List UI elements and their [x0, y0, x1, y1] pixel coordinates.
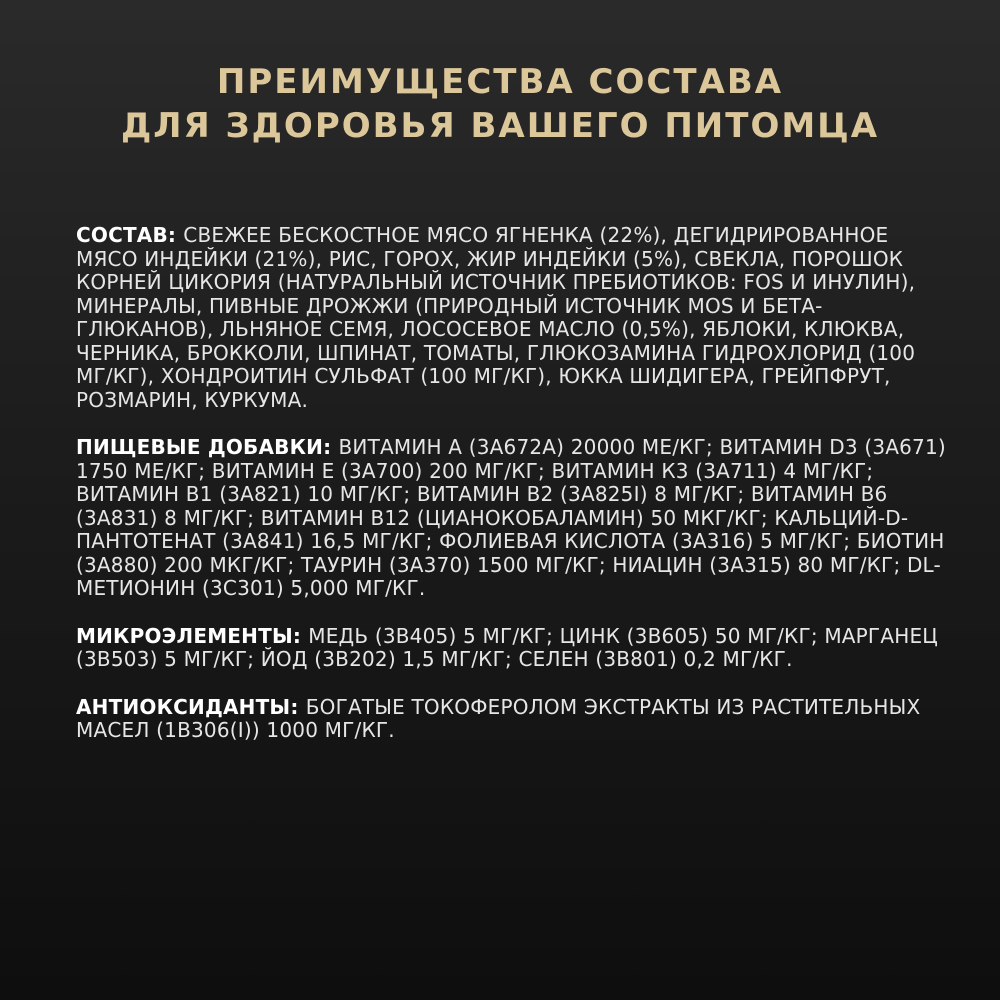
title-line-1: ПРЕИМУЩЕСТВА СОСТАВА: [216, 62, 784, 102]
section-antioxidants: [76, 696, 946, 743]
section-label-antioxidants: АНТИОКСИДАНТЫ:: [76, 694, 306, 719]
section-text-microelements: МЕДЬ (3В405) 5 МГ/КГ; ЦИНК (3В605) 50 МГ/КГ; МАРГАНЕЦ (3В503) 5 МГ/КГ; ЙОД (3В202) 1,5 МГ/КГ; СЕЛЕН (3В801) 0,2 МГ/КГ.: [76, 623, 939, 671]
section-composition: [76, 224, 946, 412]
title-line-2: ДЛЯ ЗДОРОВЬЯ ВАШЕГО ПИТОМЦА: [120, 106, 880, 146]
section-text-antioxidants: БОГАТЫЕ ТОКОФЕРОЛОМ ЭКСТРАКТЫ ИЗ РАСТИТЕЛЬНЫХ МАСЕЛ (1В306(I)) 1000 МГ/КГ.: [76, 694, 921, 742]
section-text-food-additives: ВИТАМИН А (3А672А) 20000 МЕ/КГ; ВИТАМИН D3 (3А671) 1750 МЕ/КГ; ВИТАМИН Е (3А700) 200 МГ/КГ; ВИТАМИН К3 (3А711) 4 МГ/КГ; ВИТАМИН В1 (3А821) 10 МГ/КГ; ВИТАМИН В2 (3А825I) 8 МГ/КГ; ВИТАМИН В6 (3А831) 8 МГ/КГ; ВИТАМИН В12 (ЦИАНОКОБАЛАМИН) 50 МКГ/КГ; КАЛЬЦИЙ-D-ПАНТОТЕНАТ (3А841) 16,5 МГ/КГ; ФОЛИЕВАЯ КИСЛОТА (3А316) 5 МГ/КГ; БИОТИН (3А880) 200 МКГ/КГ; ТАУРИН (3А370) 1500 МГ/КГ; НИАЦИН (3А315) 80 МГ/КГ; DL-МЕТИОНИН (3С301) 5,000 МГ/КГ.: [76, 435, 946, 600]
section-label-microelements: МИКРОЭЛЕМЕНТЫ:: [76, 623, 309, 648]
section-microelements: [76, 625, 946, 672]
section-text-composition: СВЕЖЕЕ БЕСКОСТНОЕ МЯСО ЯГНЕНКА (22%), ДЕГИДРИРОВАННОЕ МЯСО ИНДЕЙКИ (21%), РИС, ГОРОХ, ЖИР ИНДЕЙКИ (5%), СВЕКЛА, ПОРОШОК КОРНЕЙ ЦИКОРИЯ (НАТУРАЛЬНЫЙ ИСТОЧНИК ПРЕБИОТИКОВ: FOS И ИНУЛИН), МИНЕРАЛЫ, ПИВНЫЕ ДРОЖЖИ (ПРИРОДНЫЙ ИСТОЧНИК MOS И БЕТА-ГЛЮКАНОВ), ЛЬНЯНОЕ СЕМЯ, ЛОСОСЕВОЕ МАСЛО (0,5%), ЯБЛОКИ, КЛЮКВА, ЧЕРНИКА, БРОККОЛИ, ШПИНАТ, ТОМАТЫ, ГЛЮКОЗАМИНА ГИДРОХЛОРИД (100 МГ/КГ), ХОНДРОИТИН СУЛЬФАТ (100 МГ/КГ), ЮККА ШИДИГЕРА, ГРЕЙПФРУТ, РОЗМАРИН, КУРКУМА.: [76, 223, 916, 412]
page-title: [0, 60, 1000, 148]
section-food-additives: [76, 436, 946, 601]
section-label-composition: СОСТАВ:: [76, 223, 184, 247]
section-label-food-additives: ПИЩЕВЫЕ ДОБАВКИ:: [76, 435, 339, 459]
composition-content: [76, 224, 946, 767]
